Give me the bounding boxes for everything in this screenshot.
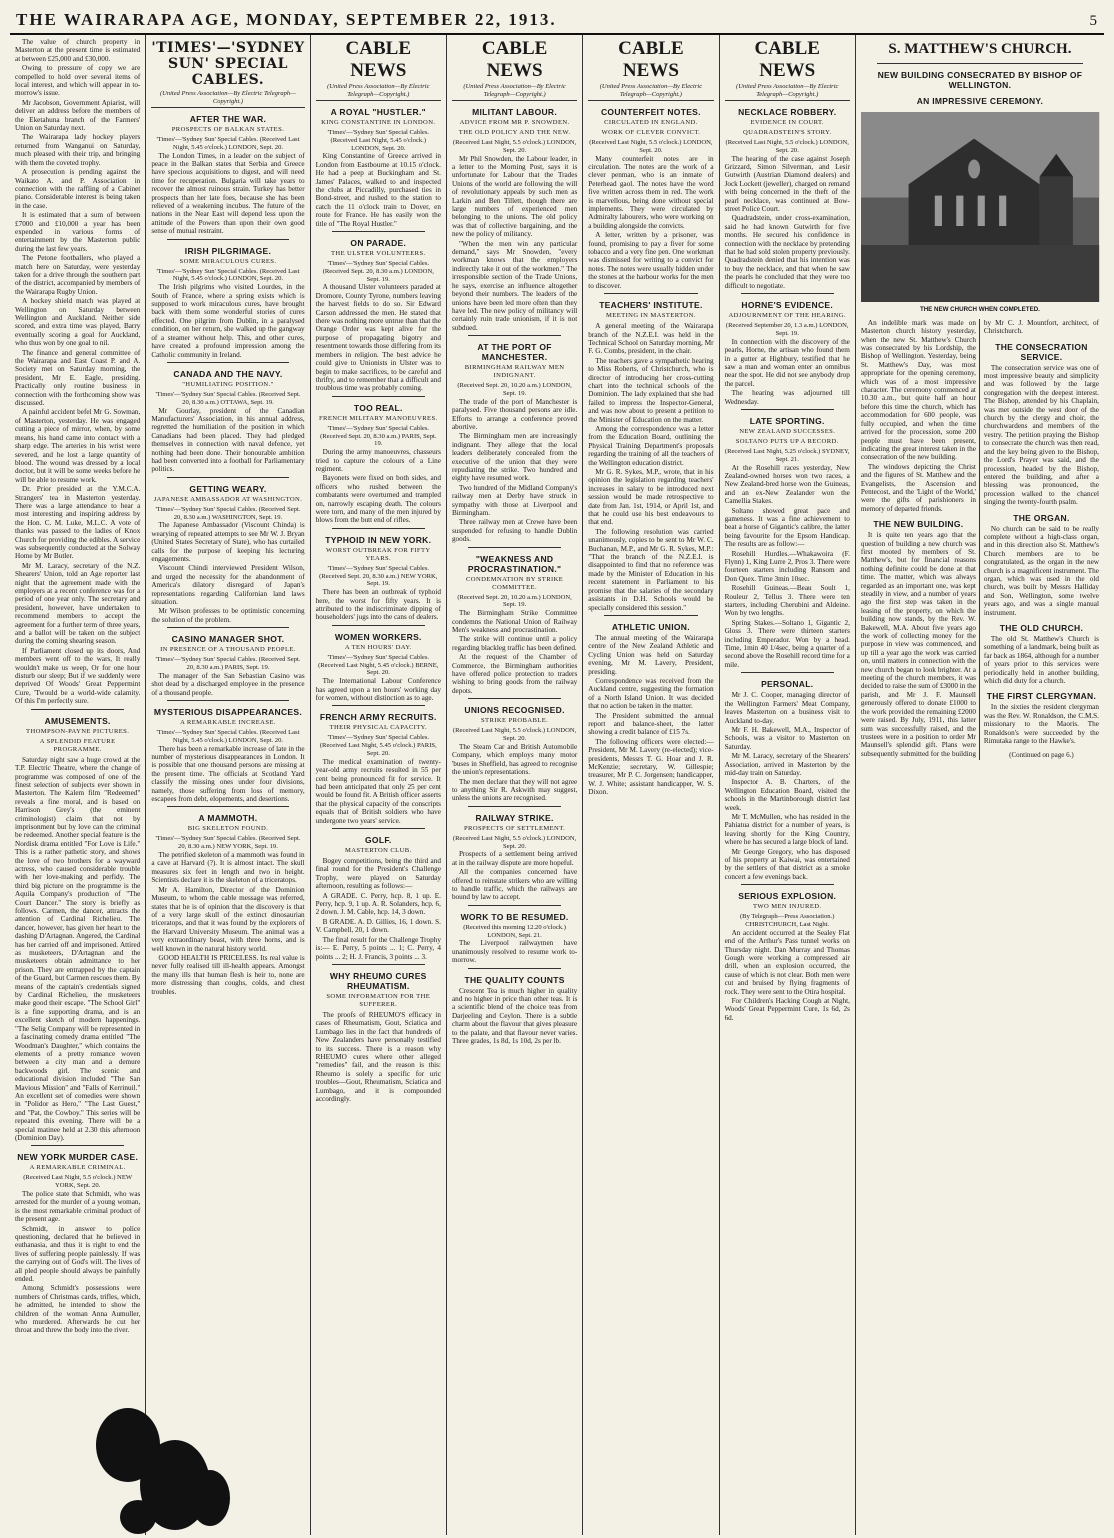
paragraph: At the request of the Chamber of Commerce, the Birmingham authorities have offered police protection to traders wishing to bring goods from the railway depots. [451, 653, 578, 695]
section-heading: UNIONS RECOGNISED. [464, 705, 565, 716]
paragraph: Mr George Gregory, who has disposed of his property at Kaiwai, was entertained by the settlers of that district as a smoke concert a few evenings back. [724, 847, 850, 881]
paragraph: B GRADE. A. D. Gillies, 16, 1 down. S. V. Campbell, 20, 1 down. [315, 917, 441, 935]
section-heading: WORK TO BE RESUMED. [460, 911, 569, 922]
section-heading: TEACHERS' INSTITUTE. [599, 300, 703, 311]
paragraph: No church can be said to be really complete without a high-class organ, and in this direction also St. Matthew's Church members are to be congratulated, as the organ in the new church is a magnificent instrument. The organ, which was used in the old church, was built by Messrs Halliday and Son, Wellington, some twelve years ago, and was a single manual instrument. [983, 524, 1099, 617]
section-heading: LATE SPORTING. [749, 415, 825, 426]
section-dateline: 'Times'—'Sydney Sun' Special Cables. (Received Last Night, 5.45 o'clock.) LONDON, Sept. 20. [156, 136, 300, 151]
page-number: 5 [1089, 13, 1098, 29]
section-dateline: (Received this morning 12.20 o'clock.) LONDON, Sept. 21. [463, 923, 566, 939]
section-heading: THE QUALITY COUNTS [464, 974, 565, 985]
paragraph: It is estimated that a sum of between £7000 and £10,000 a year has been expended in various forms of entertainment by the Masterton public during the last few years. [15, 211, 141, 253]
paragraph: Two hundred of the Midland Company's railway men at Derby have struck in sympathy with those at Liverpool and Birmingham. [451, 483, 578, 517]
section-subheading: IN PRESENCE OF A THOUSAND PEOPLE. [160, 646, 296, 654]
section-subheading: MEETING IN MASTERTON. [606, 312, 696, 320]
section-dateline: 'Times'—'Sydney Sun' Special Cables. (Received Sept. 20, 8.30 a.m.) WASHINGTON, Sept. 19. [155, 505, 301, 521]
section-heading: AT THE PORT OF MANCHESTER. [477, 342, 552, 363]
paragraph: Mr Wilson professes to be optimistic concerning the solution of the problem. [151, 607, 305, 624]
divider [332, 964, 425, 965]
paragraph: The Liverpool railwaymen have unanimously resolved to resume work to-morrow. [451, 939, 578, 965]
paragraph: The men declare that they will not agree to anything Sir R. Askwith may suggest, unless the unions are recognised. [451, 777, 578, 803]
paragraph: The finance and general committee of the Wairarapa and East Coast P. and A. Society met on Saturday morning, the president, Mr E. Eagle, presiding. Practically only routine business in connection with the forthcoming show was discussed. [15, 348, 141, 408]
paragraph: The annual meeting of the Wairarapa centre of the New Zealand Athletic and Cycling Union was held on Saturday evening, Mr M. Lavery, President, presiding. [588, 633, 714, 676]
paragraph: Mr M. Laracy, secretary of the N.Z. Shearers' Union, told an Age reporter last night that the agreement made with the employers at a recent conference was for a period of one year only. The secretary and president, however, have undertaken to recommend members to accept the agreement for a further term of three years, and a ballot will be taken on the subject during the coming shearing season. [15, 561, 141, 646]
section-dateline: (Received Last Night, 5.5 o'clock.) LONDON, Sept. 20. [452, 834, 577, 850]
cable-sections [452, 107, 577, 1045]
paragraph: A hockey shield match was played at Wellington on Saturday between Wellington and Auckland. Neither side scored, and extra time was played, Barry eventually scoring a goal for Auckland, who thus won by one goal to nil. [15, 297, 141, 348]
paragraph: Soltano showed great pace and gameness. It was a fine achievement to beat a horse of Gigantic's calibre, the latter being favourite for the Epsom Handicap. The results are as follow:— [724, 506, 850, 549]
column-cable-news-1 [311, 35, 447, 1535]
paragraph: It is quite ten years ago that the question of building a new church was first mooted by members of St. Matthew's, but for financial reasons nothing definite could be done at that time. The matter, which was always regarded as an important one, was kept steadily in view, and a number of years ago the first step was taken in the leasing of the property, on which the building now stands, by the Rev. W. Bakewell, M.A. About five years ago the work of collecting money for the purpose in view was commenced, and up till a year ago the work was carried on, until matters in connection with the new church began to look brighter. At a meeting of the church members, it was decided to raise the sum of £3000 in the parish, and Mr J. F. Maunsell generously offered to donate £1000 to the work provided the remaining £2000 were raised. By July, 1911, this latter sum was successfully raised, and the trustees were in a position to order Mr Maunsell's splendid gift. Plans were subsequently submitted for the building by Mr C. J. Mountfort, architect, of Christchurch. [860, 318, 1099, 758]
cable-sections [151, 114, 304, 996]
paragraph: Mr T. McMullen, who has resided in the Pahiatua district for a number of years, is leaving shortly for the King Country, where he has secured a large block of land. [724, 812, 850, 847]
section-heading: NECKLACE ROBBERY. [738, 107, 837, 117]
divider [167, 477, 288, 478]
paragraph: "When the men win any particular demand," says Mr Snowden, "every workman knows that the employers indirectly take it out of the workmen." The irresponsible section of the Trade Unions, he says, exercise an influence altogether beyond their numbers. The leaders of the unions have been led more often than they have led. The new policy of militancy will certainly ruin trade unionism, if it is not subdued. [451, 239, 578, 332]
section-heading: RAILWAY STRIKE. [475, 812, 554, 823]
new-building-heading: THE NEW BUILDING. [873, 519, 964, 530]
divider [468, 335, 561, 336]
section-dateline: (Received Sept. 20, 10.20 a.m.) LONDON, Sept. 19. [457, 382, 572, 397]
section-dateline: 'Times'—'Sydney Sun' Special Cables. (Received Last Night, 5.45 o'clock.) BERNE, Sept. 20. [318, 653, 439, 677]
paragraph: The hearing was adjourned till Wednesday. [724, 389, 850, 406]
paragraph: The following officers were elected:—President, Mr M. Lavery (re-elected); vice-presidents, Messrs T. G. Hoar and J. R. McKenzie; secretary, W. Gillespie; treasurer, Mr P. C. Jorgensen; handicapper, W. J. White; assistant handicapper, W. S. Dixon. [588, 737, 714, 797]
divider [31, 1145, 124, 1146]
paragraph: In connection with the discovery of the pearls, Horne, the artisan who found them in a gutter at Highbury, testified that he saw a man and woman enter an omnibus near the spot. He did not see anybody drop the parcel. [724, 337, 850, 388]
cable-news-banner: CABLE NEWS [618, 38, 684, 81]
divider [604, 615, 697, 616]
paragraph: The windows depicting the Christ and the figures of St. Matthew and the Evangelists, the Ascension and Pentecost, and the 'Light of the World,' were the gifts of parishioners in memory of departed friends. [860, 462, 976, 513]
paragraph: There has been an outbreak of typhoid here, the worst for fifty years. It is attributed to the indiscriminate dipping of householders' jugs into the cans of dealers. [315, 588, 441, 622]
divider [468, 698, 561, 699]
paragraph: All the companies concerned have offered to reinstate strikers who are willing to handle traffic, which the railways are bound by law to accept. [451, 868, 578, 902]
cable-sections [588, 107, 713, 797]
section-dateline: (Received Last Night, 5.25 o'clock.) SYDNEY, Sept. 21. [724, 447, 850, 463]
paragraph: Correspondence was received from the Auckland centre, suggesting the formation of a North Island Union. It was decided that no action be taken in the matter. [588, 676, 714, 711]
press-credit: (United Press Association—By Electric Telegraph—Copyright.) [151, 90, 304, 108]
divider [167, 627, 288, 628]
divider [468, 547, 561, 548]
paragraph: The Petone footballers, who played a match here on Saturday, were yesterday taken for a drive through the southern part of the district, accompanied by members of the Wairarapa Rugby Union. [15, 254, 141, 296]
paragraph: A thousand Ulster volunteers paraded at Dromore, County Tyrone, numbers leaving the harvest fields to do so. Sir Edward Carson addressed the men. He stated that there was nothing more untrue than that the Orange Order was kept alive for the purpose of propagating bigotry and resentment towards those differing from its members in religion. The best advice he could give to Unionists in Ulster was to begin to make sacrifices, to be careful and thrifty, and to remember that a difficult and troublous time was probably coming. [315, 283, 441, 393]
continued-note: (Continued on page 6.) [1009, 751, 1074, 760]
paragraph: The hearing of the case against Joseph Grizzard, Simon Silverman, and Lesir Gutwirth (Austrian Diamond dealers) and Jock Lockett (jeweller), charged on remand with being concerned in the theft of the pearl necklace, was continued at Bow-street Police Court. [724, 154, 850, 214]
paragraph: There has been a remarkable increase of late in the number of mysterious disappearances in London. It is possible that one thousand persons are missing at the present time. The officials at Scotland Yard classify the missing ones under four divisions, namely, those suffering from loss of memory, escapees from debt, elopements, and desertions. [151, 744, 305, 804]
consecration-body [984, 364, 1099, 507]
section-subheading: KING CONSTANTINE IN LONDON. [321, 119, 436, 126]
section-heading: FRENCH ARMY RECRUITS. [319, 712, 437, 723]
section-subheading-2: SOLTANO PUTS UP A RECORD. [735, 437, 839, 445]
divider [31, 709, 124, 710]
paragraph: King Constantine of Greece arrived in London from Eastbourne at 10.15 o'clock. He had a peep at Buckingham and St. James' Palaces, walked to and inspected the clubs at Piccadilly, purchased ties in Bond-street, and rushed to the station to catch the 11 o'clock train to Dover, en route for France. He has easily won the title of "The Royal Hustler." [315, 152, 441, 228]
section-subheading: NEW ZEALAND SUCCESSES. [739, 427, 836, 435]
paragraph: The President submitted the annual report and balance-sheet, the latter showing a credit balance of £15 7s. [588, 711, 714, 737]
paragraph: The following resolution was carried unanimously, copies to be sent to Mr W. C. Buchanan, M.P., and Mr G. R. Sykes, M.P.: "That the branch of the N.Z.E.I. is disappointed to find that no reference was made by the Minister of Education in his recent statement in Parliament to his promise that the salaries of the secondary assistants in D.H. Schools would be specially considered this session." [588, 527, 714, 612]
paragraph: The medical examination of twenty-year-old army recruits resulted in 55 per cent being pronounced fit for service. It had been anticipated that only 25 per cent would be found fit. A British officer asserts that the physical capacity of the conscripts equals that of British soldiers who have undergone two years' service. [315, 757, 441, 825]
paragraph: A GRADE. C. Perry, hcp. 8, 1 up. E. Perry, hcp. 9, 1 up. A. R. Solanders, hcp. 6, 2 down. J. M. Cable, hcp. 14, 3 down. [315, 891, 441, 917]
masthead [10, 6, 1104, 35]
section-heading: PERSONAL. [761, 679, 814, 690]
section-subheading: THEIR PHYSICAL CAPACITY. [329, 724, 428, 732]
paragraph: An indelible mark was made on Masterton church history yesterday, when the new St. Matthew's Church was consecrated by his Lordship, the Bishop of Wellington. Yesterday, being St. Matthew's Day, was most appropriate for the opening ceremony, which was of a most impressive character. The ceremony commenced at 10.30 a.m., but quite half an hour before this time the church, which has accommodation for 600 people, was fully occupied, and when the time arrived for the procession, some 200 people must have been present, indicating the great interest taken in the consecration of the new building. [860, 318, 976, 462]
church-subheading: AN IMPRESSIVE CEREMONY. [916, 96, 1044, 106]
paragraph: The manager of the San Sebastian Casino was shot dead by a discharged employee in the presence of a thousand people. [151, 671, 305, 697]
paragraph: Among Schmidt's possessions were numbers of Christmas cards, trifles, which, he admitted, he intended to show the children of the woman Anna Aumuller, who murdered. Afterwards he cut her throat and threw the body into the river. [15, 1284, 141, 1335]
first-clergyman-heading: THE FIRST CLERGYMAN. [986, 691, 1097, 702]
column-cable-news-3 [583, 35, 719, 1535]
section-dateline: 'Times'—'Sydney Sun' Special Cables. (Received Sept. 20, 8.30 a.m.) PARIS, Sept. 19. [155, 656, 301, 672]
column-local-news [10, 35, 146, 1535]
church-banner: S. MATTHEW'S CHURCH. [888, 41, 1072, 57]
paragraph: A painful accident befel Mr G. Sowman, of Masterton, yesterday. He was engaged cutting a piece of mirror, when, by some means, his hand came into contact with a sharp edge. The arteries in his wrist were severed, and he lost a large quantity of blood. The wound was dressed by a local doctor, but it will be some weeks before he will be able to resume work. [15, 408, 141, 484]
paragraph: The trade of the port of Manchester is paralysed. Five thousand persons are idle. Efforts to arrange a conference proved abortive. [451, 397, 578, 431]
section-subheading: BIG SKELETON FOUND. [187, 825, 269, 833]
murder-case-subheading: A REMARKABLE CRIMINAL. [29, 1164, 126, 1172]
section-subheading-2: WORK OF CLEVER CONVICT. [601, 129, 701, 136]
section-subheading-2: THE OLD POLICY AND THE NEW. [458, 129, 571, 136]
paragraph: The Wairarapa lady hockey players returned from Wanganui on Saturday, much pleased with their trip, and bringing with them the coveted trophy. [15, 133, 141, 167]
column-special-cables [146, 35, 310, 1535]
section-heading: MYSTERIOUS DISAPPEARANCES. [153, 707, 302, 718]
paragraph: The International Labour Conference has agreed upon a ten hours' working day for women, without distinction as to age. [315, 677, 441, 702]
section-heading: ON PARADE. [350, 238, 407, 249]
section-dateline: 'Times'—'Sydney Sun' Special Cables. (Received Sept. 20, 8.30 a.m.) LONDON, Sept. 19. [322, 260, 434, 283]
press-credit: (United Press Association—By Electric Telegraph—Copyright.) [725, 83, 850, 101]
section-subheading: STRIKE PROBABLE. [480, 717, 549, 725]
section-dateline: (Received September 20, 1.3 a.m.) LONDON, Sept. 19. [725, 322, 849, 337]
organ-body [984, 525, 1099, 617]
paragraph: In the sixties the resident clergyman was the Rev. W. Ronaldson, the C.M.S. missionary to the Maoris. The Ronaldson's were succeeded by the Rimutaka range to the Hawke's. [983, 703, 1099, 746]
section-heading: IRISH PILGRIMAGE. [184, 245, 272, 256]
amusements-subheading: THOMPSON-PAYNE PICTURES. [26, 727, 130, 735]
section-dateline: (Received Sept. 20, 10.20 a.m.) LONDON, Sept. 19. [457, 593, 572, 609]
section-dateline: 'Times'—'Sydney Sun' Special Cables. (Received Sept. 20, 8.30 a.m.) NEW YORK, Sept. 19. [155, 835, 301, 851]
divider [332, 705, 425, 706]
paragraph: A general meeting of the Wairarapa branch of the N.Z.E.I. was held in the Technical School on Saturday morning, Mr F. G. Combs, president, in the chair. [588, 322, 714, 356]
section-heading: A MAMMOTH. [198, 813, 258, 824]
section-heading: CASINO MANAGER SHOT. [171, 634, 285, 645]
section-subheading: WORST OUTBREAK FOR FIFTY YEARS. [326, 546, 431, 562]
section-dateline: 'Times'—'Sydney Sun' Special Cables. (Received Last Night, 5.45 o'clock.) LONDON, Sept. 20. [156, 729, 300, 744]
section-dateline: 'Times'—'Sydney Sun' Special Cables. (Received Sept. 20, 8.30 a.m.) PARIS, Sept. 19. [320, 424, 437, 448]
divider [167, 700, 288, 701]
paragraph: Bayonets were fixed on both sides, and officers who rushed between the combatants were overturned and trampled on, narrowly escaping death. The colours were torn, and many of the men injured by blows from the butt end of rifles. [315, 474, 441, 525]
section-heading: TOO REAL. [353, 402, 403, 413]
paragraph: The Steam Car and British Automobile Company, which employs many motor 'buses in Sheffield, has agreed to recognise the union's representations. [451, 742, 578, 777]
paragraph: At the Rosehill races yesterday, New Zealand-owned horses won two races, a New Zealand-bred horse won the Guineas, and an ex-New Zealander won the Camellia Stakes. [724, 463, 850, 506]
murder-case-dateline: (Received Last Night, 5.5 o'clock.) NEW YORK, Sept. 20. [23, 1174, 133, 1190]
amusements-body [15, 756, 140, 1143]
columns [10, 35, 1104, 1535]
section-subheading: FRENCH MILITARY MANOEUVRES. [318, 414, 438, 422]
paragraph: The London Times, in a leader on the subject of peace in the Balkan states that Serbia and Greece have specious acquisitions to digest, and will need time for recuperation. Bulgaria will take years to recover the almost ruinous strain. Turkey has better prospects than her late foes, because she has been relieved of a weakening incubus. The future of the nations in the Near East will depend less upon the attitude of the Powers than upon their own good sense of mutual restraint. [151, 151, 305, 236]
section-subheading: PROSPECTS OF BALKAN STATES. [171, 126, 285, 133]
old-church-body [984, 635, 1099, 685]
divider [167, 239, 288, 240]
paragraph: Rosehill Hurdles.—Whakawoira (F. Flynn) 1, King Lurre 2, Pros 3. There were fourteen starters including Ransom and Don Quex. Time 3min 10sec. [724, 549, 850, 583]
divider [167, 362, 288, 363]
paragraph: Three railway men at Crewe have been suspended for refusing to handle Dublin goods. [451, 518, 578, 544]
section-heading: AFTER THE WAR. [189, 114, 267, 124]
section-subheading: CONDEMNATION BY STRIKE COMMITTEE. [465, 575, 564, 591]
paragraph: Bogey competitions, being the third and final round for the President's Challenge Trophy, were played on Saturday afternoon, resulting as follows:— [315, 857, 441, 891]
paragraph: A prosecution is pending against the Waikato A. and P. Association in connection with the raffling of a Cabinet piano. Considerable interest is being taken in the case. [15, 168, 141, 210]
paragraph: Inspector A. B. Charters, of the Wellington Education Board, visited the schools in the Martinborough district last week. [724, 778, 850, 812]
murder-case-body [15, 1190, 140, 1335]
paragraph: Viscount Chindi interviewed President Wilson, and urged the necessity for the abandonment of America's dilatory disregard of Japan's representations regarding Californian land laws situation. [151, 564, 305, 606]
section-subheading: SOME MIRACULOUS CURES. [179, 257, 277, 265]
paragraph: Crescent Tea is much higher in quality and no higher in price than other teas. It is a scientific blend of the choice teas from Darjeeling and Ceylon. There is a subtle charm about the flavour that gives pleasure to the palate, and that flavour never varies. Three grades, 1s 8d, 1s 10d, 2s per lb. [451, 986, 578, 1045]
amusements-heading: AMUSEMENTS. [44, 715, 111, 726]
cable-news-banner: CABLE NEWS [345, 38, 412, 81]
paragraph: Mr M. Laracy, secretary of the Shearers' Association, arrived in Masterton by the mid-day train on Saturday. [724, 752, 850, 777]
column-cable-news-4 [720, 35, 856, 1535]
press-credit: (United Press Association—By Electric Telegraph—Copyright.) [452, 83, 577, 101]
first-clergyman-body [984, 703, 1099, 745]
divider [332, 828, 425, 829]
section-subheading: ADVICE FROM MR P. SNOWDEN. [459, 119, 570, 126]
section-heading: A ROYAL "HUSTLER." [330, 107, 426, 117]
divider [332, 528, 425, 529]
section-subheading: ADJOURNMENT OF THE HEARING. [728, 312, 846, 320]
church-intro [861, 319, 976, 513]
paragraph: An accident occurred at the Sealey Flat end of the Arthur's Pass tunnel works on Thursday night. Dan Murray and Thomas Gough were working a compressed air drill, when an explosion occurred, the cause of which is not clear. Both men were cut and bruised by flying fragments of rock. They were sent to the Otira hospital. [724, 928, 850, 996]
cable-sections [316, 107, 441, 1103]
paragraph: Schmidt, in answer to police questioning, declared that he believed in euthanasia, and thus it is right to end the lives of suffering people painlessly. If was the carrying out of God's will. The lives of all pled people should always be painfully ended. [15, 1224, 141, 1284]
section-subheading: THE ULSTER VOLUNTEERS. [330, 250, 426, 258]
section-heading: HORNE'S EVIDENCE. [741, 300, 834, 311]
paragraph: The final result for the Challenge Trophy is:— E. Perry, 5 points ... 1; C. Perry, 4 points ... 2; H. J. Francis, 3 points ... 3. [315, 935, 441, 961]
paragraph: Mr F. H. Bakewell, M.A., Inspector of Schools, was a visitor to Masterton on Saturday. [724, 725, 850, 751]
paragraph: The consecration service was one of most impressive beauty and simplicity and was followed by the large congregation with the deepest interest. The Bishop, attended by his Chaplain, was met outside the west door of the church by the clergy and choir, the churchwardens and members of the vestry. The petition praying the Bishop to consecrate the church was then read, and the key being given to the Bishop, the Lord's Prayer was said, and the procession, headed by the Bishop, entered the building, and after a blessing was pronounced, the procession walked to the chancel singing the twenty-fourth psalm. [983, 363, 1099, 507]
section-dateline: (Received Last Night, 5.5 o'clock.) LONDON, Sept. 20. [452, 139, 577, 154]
ink-stain [190, 1470, 230, 1526]
column-cable-news-2 [447, 35, 583, 1535]
divider [332, 231, 425, 232]
paragraph: Mr Jacobson, Government Apiarist, will deliver an address before the members of the Eketahuna branch of the Farmers' Union on Saturday next. [15, 98, 141, 133]
organ-heading: THE ORGAN. [1013, 512, 1070, 523]
section-dateline: 'Times'—'Sydney Sun' Special Cables. (Received Last Night, 5.45 o'clock.) LONDON, Sept. 20. [156, 267, 300, 283]
cable-news-banner: CABLE NEWS [481, 38, 548, 81]
cable-sections [725, 107, 850, 1022]
section-dateline: (By Telegraph—Press Association.) CHRISTCHURCH, Last Night. [739, 913, 835, 929]
paragraph: The Birmingham Strike Committee condemns the National Union of Railway Men's weakness and procrastination. [451, 609, 578, 635]
press-credit: (United Press Association—By Electric Telegraph—Copyright.) [588, 83, 713, 101]
section-heading: WHY RHEUMO CURES RHEUMATISM. [329, 970, 427, 991]
paragraph: The strike will continue until a policy regarding blackleg traffic has been defined. [451, 635, 578, 652]
amusements-subheading-2: A SPLENDID FEATURE PROGRAMME. [39, 737, 116, 753]
paragraph: Among the correspondence was a letter from the Education Board, outlining the Physical Training Department's proposals regarding the training of all the teachers of the Wellington education district. [588, 424, 714, 467]
divider [332, 625, 425, 626]
paragraph: The police state that Schmidt, who was arrested for the murder of a young woman, is the most remarkable criminal product of the present age. [15, 1189, 141, 1224]
paragraph: The Birmingham men are increasingly indignant. They allege that the local leaders deliberately concealed from the executive of the union that they were repudiating the strike. Two hundred and eighty have resumed work. [451, 432, 578, 483]
section-dateline: 'Times'—'Sydney Sun' Special Cables. (Received Sept. 20, 8.30 a.m.) NEW YORK, Sept. 19. [319, 564, 438, 588]
paragraph: Mr G. R. Sykes, M.P., wrote, that in his opinion the legislation regarding teachers' increases in salary to be introduced next session would be made retrospective to date from Jan. 1st, 1914, or April 1st, and that he could use his best endeavours to that end. [588, 468, 714, 527]
section-heading: SERIOUS EXPLOSION. [738, 891, 837, 902]
section-heading: WOMEN WORKERS. [334, 631, 422, 642]
paragraph: Mr Phil Snowden, the Labour leader, in a letter to the Morning Post, says it is unfortunate for Labour that the Trades Unions of the world are following the will of revolutionary appeals by such men as Larkin and Ben Tillett, though there are large numbers of experienced men belonging to the unions. The old policy was that of collective bargaining, and the new the policy of militancy. [451, 154, 578, 239]
section-subheading: A REMARKABLE INCREASE. [180, 719, 276, 727]
paragraph: Mr J. C. Cooper, managing director of the Wellington Farmers' Meat Company, leaves Masterton on a business visit to Auckland to-day. [724, 691, 850, 725]
divider [468, 968, 561, 969]
paragraph: Spring Stakes.—Soltano 1, Gigantic 2, Gloss 3. There were thirteen starters including Emperador. Won by a head. Time, 1min 40 1/4sec, being a quarter of a second above the Rosehill record time for a mile. [724, 618, 850, 669]
paragraph: Saturday night saw a huge crowd at the T.P. Electric Theatre, where the change of programme was composed of one of the finest selection of subjects ever shown in Masterton. The Kalem film "Redeemed" reveals a fine moral, and is based on Harrison Grey's (the eminent criminologist) claim that not by imprisonment but by love can the criminal be redeemed. Another special feature is the Nordisk drama entitled "For Love is Life." This is a rather pathetic story, and shows the love of two brothers for a wayward actress, who caused considerable trouble with her love-making and perfidy. The third big picture on the programme is the Aquila Company's production of "The Court Dancer." The story is briefly as follows. Carmen, the dancer, attracts the attention of Cardinal Richelieu. The dancer, however, has given her heart to the dashing D'Artagnan. Angered, the Cardinal has her carried off and imprisoned. Attired as musketeers, D'Artagnan and the musketeers obtain admittance to her prison. They are entrapped by the captain of the Guard, but Carmen rescues them. By means of the captain's credentials signed by Cardinal Richelieu, the musketeers make good their escape. "The School Girl" is a fine supporting drama, and is an excellent sketch of modern happenings. "The Selig Company will be represented in a fascinating comedy drama entitled "The Woodman's Daughter," which contains the elements of a pretty romance woven between a city man and a demure backwoods girl. The scenic and educational division included "The San Mavious Mission" and "Falls of Kerrinuil." An excellent set of comedies were shown in "Polidor as Hero," "The Last Guest," and "Pat, the Cowboy." This series will be repeated this evening. There will be a special matinee held at 2.30 this afternoon (Dominion Day). [15, 755, 141, 1142]
paragraph: Mr A. Hamilton, Director of the Dominion Museum, to whom the cable message was referred, states that he is of opinion that the discovery is that of a very large skull of the extinct dinosaurian triceratops, and that it was found by the explorers of the Harvard University Museum. The animal was a very extraordinary beast, with three horns, and is well known in the natural history world. [151, 885, 305, 953]
section-subheading: MASTERTON CLUB. [344, 847, 412, 855]
paragraph: GOOD HEALTH IS PRICELESS. Its real value is never fully realised till ill-health appears. Amongst the many ills that human flesh is heir to, none are more distressing than coughs, colds, and chest troubles. [151, 953, 305, 996]
paragraph: If Parliament closed up its doors, And members went off to the wars, It really wouldn't make us weep, Or for one hour disturb our sleep; But if we suddenly were deprived Of Woods' Great Peppermint Cure, 'Twould be a world-wide calamity. Of this I'm perfectly sure. [15, 646, 141, 706]
section-subheading: A TEN HOURS' DAY. [344, 643, 412, 651]
section-subheading: TWO MEN INJURED. [752, 903, 822, 911]
paragraph: The old St. Matthew's Church is something of a landmark, being built as far back as 1864, although for a number of years prior to this services were periodically held in another building, which did duty for a church. [983, 635, 1099, 686]
divider [741, 884, 834, 885]
paragraph: The teachers gave a sympathetic hearing to Miss Roberts, of Christchurch, who is director of introducing her cross-cutting chart into the technical schools of the Dominion. The lady explained that she had failed to impress the Inspector-General, and was now about to present a petition to the Minister of Education on the matter. [588, 356, 714, 424]
section-heading: MILITANT LABOUR. [472, 107, 558, 117]
section-subheading: PROSPECTS OF SETTLEMENT. [463, 824, 566, 832]
section-subheading: EVIDENCE IN COURT. [750, 119, 824, 126]
divider [468, 806, 561, 807]
section-dateline: (Received Last Night, 5.5 o'clock.) LONDON, Sept. 20. [452, 727, 577, 743]
section-heading: TYPHOID IN NEW YORK. [325, 534, 432, 545]
cable-news-banner: CABLE NEWS [754, 38, 820, 81]
paragraph: For Children's Hacking Cough at Night, Woods' Great Peppermint Cure, 1s 6d, 2s 6d. [724, 997, 850, 1022]
local-items [15, 38, 140, 706]
paragraph: Many counterfeit notes are in circulation. The notes are the work of a clever penman, who is an inmate of Peterhead gaol. The notes have the word five written across them in red. The work is marvellous, being done without special implements. They were circulated by Admiralty labourers, who were working on a building alongside the convicts. [588, 154, 714, 230]
old-church-heading: THE OLD CHURCH. [999, 623, 1084, 633]
section-heading: "WEAKNESS AND PROCRASTINATION." [467, 553, 562, 574]
divider [741, 293, 834, 294]
church-article-body [861, 319, 1099, 760]
press-credit: (United Press Association—By Electric Telegraph—Copyright.) [316, 83, 441, 101]
section-dateline: 'Times'—'Sydney Sun' Special Cables. (Received Last Night, 5.45 o'clock.) LONDON, Sept. 20. [327, 129, 430, 152]
paragraph: Owing to pressure of copy we are compelled to hold over several items of local interest, and which will appear in to-morrow's issue. [15, 64, 141, 98]
church-heading: NEW BUILDING CONSECRATED BY BISHOP OF WELLINGTON. [877, 70, 1083, 90]
consecration-heading: THE CONSECRATION SERVICE. [995, 341, 1088, 362]
divider [604, 293, 697, 294]
paragraph: A letter, written by a prisoner, was found, promising to pay a fiver for some tobacco and a very fine pen. One workman was dismissed for writing to a convict for notes. The notes were usually hidden under the stones at the harbour works for the men to discover. [588, 231, 714, 290]
divider [332, 396, 425, 397]
paragraph: The Japanese Ambassador (Viscount Chinda) is wearying of repeated attempts to see Mr W. J. Bryan (United States Secretary of State), who has curtailed calls for the purpose of keeping his lecturing engagements. [151, 521, 305, 563]
paragraph: Dr. Prior presided at the Y.M.C.A. Strangers' tea in Masterton yesterday. There was a large attendance to hear a most interesting and inspiring address by the Hon. C. M. Luke, M.L.C. A vote of thanks was passed to the ladies of Knox Church for providing the edibles. A service was subsequently conducted at the Solway Home by Mr Butler. [15, 485, 141, 561]
paragraph: Prospects of a settlement being arrived at in the railway dispute are more hopeful. [451, 850, 578, 867]
section-dateline: 'Times'—'Sydney Sun' Special Cables. (Received Last Night, 5.45 o'clock.) PARIS, Sept. 20. [319, 734, 437, 757]
section-subheading: SOME INFORMATION FOR THE SUFFERER. [326, 992, 431, 1008]
divider [877, 63, 1083, 64]
section-subheading: BIRMINGHAM RAILWAY MEN INDIGNANT. [464, 364, 565, 380]
paragraph: The petrified skeleton of a mammoth was found in a cave at Harvard (?). It is almost intact. The skull measures six feet in length and two in height. Scientists declare it is the skeleton of a triceratops. [151, 851, 305, 885]
masthead-title: THE WAIRARAPA AGE, MONDAY, SEPTEMBER 22, 1913. [16, 10, 557, 29]
divider [741, 672, 834, 673]
paragraph: The proofs of RHEUMO'S efficacy in cases of Rheumatism, Gout, Sciatica and Lumbago lies in the fact that hundreds of New Zealanders have personally testified to its success. There is a reason why RHEUMO cures where other alleged "remedies" fail, and the reason is this: Rheumo is solely a specific for uric troubles—Gout, Rheumatism, Sciatica and Lumbago, and it is compounded accordingly. [315, 1010, 441, 1103]
section-subheading: CIRCULATED IN ENGLAND. [604, 119, 698, 126]
photo-caption: THE NEW CHURCH WHEN COMPLETED. [919, 306, 1040, 314]
church-photo [861, 112, 1099, 302]
paragraph: The Irish pilgrims who visited Lourdes, in the South of France, where a spring exists which is supposed to work miraculous cures, have brought back with them some wonderful stories of cures effected. One pilgrim from Dublin, in a paralysed condition, on her return, she walked up the gangway of a steamer without help. This, and other cures, have created a profound impression among the Catholic community in Ireland. [151, 283, 305, 359]
paragraph: Mr Gourlay, president of the Canadian Manufacturers' Association, in his annual address, regretted the humiliation of the position in which Canadians had been placed. They had pledged themselves in connection with naval defence, yet nothing had been done. Their honourable ambition had been converted into a football for Parliamentary politics. [151, 406, 305, 474]
paragraph: Rosehill Guineas.—Beau Soult 1, Rouleur 2, Tellus 3. There were ten starters, including Cherubini and Aldeine. Won by two lengths. [724, 584, 850, 618]
special-cables-banner: 'TIMES'—'SYDNEY SUN' SPECIAL CABLES. [151, 40, 305, 88]
divider [167, 806, 288, 807]
section-heading: GOLF. [365, 835, 392, 846]
section-dateline: (Received Last Night, 5.5 o'clock.) LONDON, Sept. 20. [725, 139, 849, 154]
section-heading: COUNTERFEIT NOTES. [600, 107, 701, 117]
section-subheading: "HUMILIATING POSITION." [182, 380, 274, 388]
section-dateline: (Received Last Night, 5.5 o'clock.) LONDON, Sept. 20. [589, 139, 713, 154]
paragraph: The value of church property in Masterton at the present time is estimated at between £25,000 and £30,000. [15, 38, 141, 63]
section-subheading: JAPANESE AMBASSADOR AT WASHINGTON. [153, 495, 303, 503]
paragraph: Quadradstein, under cross-examination, said he had known Gutwirth for five months. He secured his confidence in connection with the necklace by pretending that he had sold stolen property previously. Quadradstein denied that his intention was to buy the necklace, and that when he saw the pearls he concluded that they were too difficult to negotiate. [724, 214, 850, 290]
column-church-article [856, 35, 1104, 1535]
section-heading: GETTING WEARY. [189, 483, 267, 494]
section-subheading-2: QUADRADSTEIN'S STORY. [742, 129, 832, 136]
paragraph: During the army manoeuvres, chasseurs tried to capture the colours of a Line regiment. [315, 448, 441, 473]
murder-case-heading: NEW YORK MURDER CASE. [17, 1152, 139, 1163]
section-dateline: 'Times'—'Sydney Sun' Special Cables. (Received Sept. 20, 8.30 a.m.) OTTAWA, Sept. 19. [155, 390, 301, 406]
divider [741, 409, 834, 410]
divider [468, 905, 561, 906]
section-heading: CANADA AND THE NAVY. [173, 368, 283, 379]
ink-stain [120, 1500, 156, 1534]
section-heading: ATHLETIC UNION. [611, 621, 690, 632]
